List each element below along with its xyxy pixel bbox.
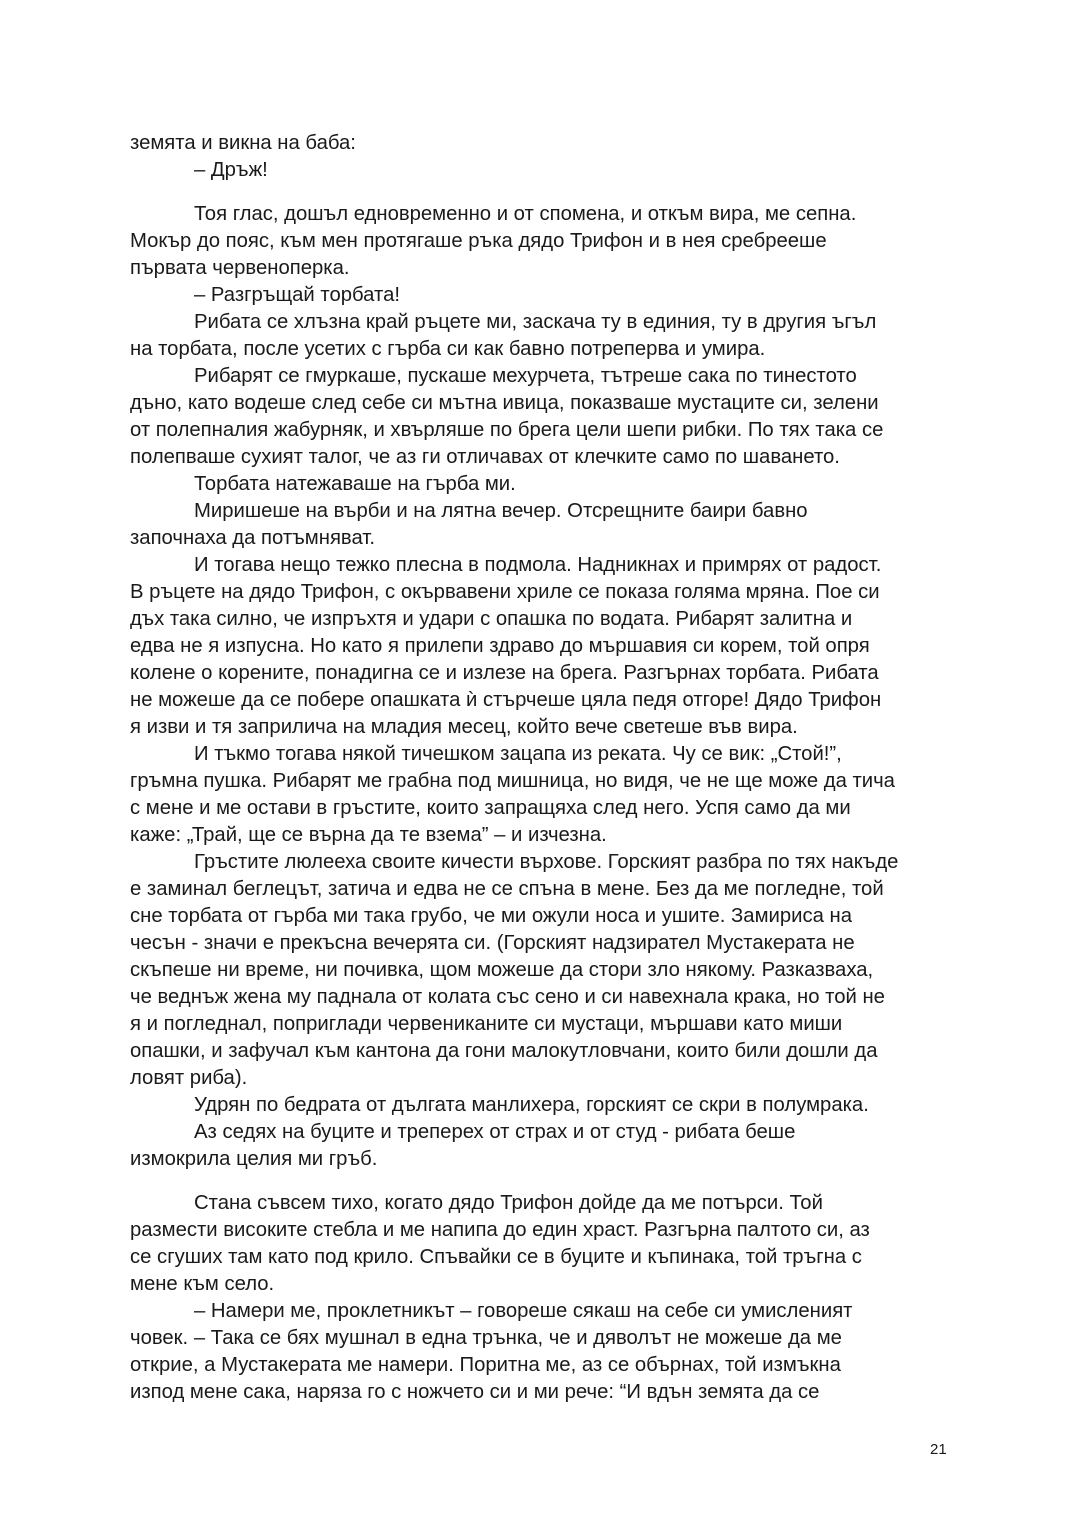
text-line: сне торбата от гърба ми така грубо, че ми ожули носа и ушите. Замириса на xyxy=(130,905,852,927)
text-line: Удрян по бедрата от дългата манлихера, горският се скри в полумрака. xyxy=(194,1094,869,1116)
text-line: е заминал беглецът, затича и едва не се спъна в мене. Без да ме погледне, той xyxy=(130,878,884,900)
text-line: – Разгръщай торбата! xyxy=(194,284,400,306)
text-line: И тъкмо тогава някой тичешком зацапа из реката. Чу се вик: „Стой!”, xyxy=(194,743,842,765)
text-line: открие, а Мустакерата ме намери. Поритна ме, аз се обърнах, той измъкна xyxy=(130,1354,841,1376)
text-line: гръмна пушка. Рибарят ме грабна под мишница, но видя, че не ще може да тича xyxy=(130,770,895,792)
text-line: опашки, и зафучал към кантона да гони малокутловчани, които били дошли да xyxy=(130,1040,878,1062)
text-line: на торбата, после усетих с гърба си как бавно потреперва и умира. xyxy=(130,338,766,360)
text-line: скъпеше ни време, ни почивка, щом можеше да стори зло някому. Разказваха, xyxy=(130,959,874,981)
text-line: Мокър до пояс, към мен протягаше ръка дядо Трифон и в нея сребрееше xyxy=(130,230,827,252)
text-line: размести високите стебла и ме напипа до един храст. Разгърна палтото си, аз xyxy=(130,1219,870,1241)
page-body-text xyxy=(130,130,952,1406)
text-line: я изви и тя заприлича на младия месец, който вече светеше във вира. xyxy=(130,716,798,738)
text-line: каже: „Трай, ще се върна да те взема” – и изчезна. xyxy=(130,824,607,846)
text-line: човек. – Така се бях мушнал в една трънка, че и дяволът не можеше да ме xyxy=(130,1327,842,1349)
text-line: се сгуших там като под крило. Спъвайки се в буците и къпинака, той тръгна с xyxy=(130,1246,862,1268)
text-line: – Намери ме, проклетникът – говореше сякаш на себе си умисленият xyxy=(194,1300,853,1322)
text-line: И тогава нещо тежко плесна в подмола. Надникнах и примрях от радост. xyxy=(194,554,882,576)
text-line: не можеше да се побере опашката ѝ стърчеше цяла педя отгоре! Дядо Трифон xyxy=(130,689,882,711)
text-line: В ръцете на дядо Трифон, с окървавени хриле се показа голяма мряна. Пое си xyxy=(130,581,880,603)
text-line: едва не я изпусна. Но като я прилепи здраво до мършавия си корем, той опря xyxy=(130,635,870,657)
page-number: 21 xyxy=(930,1441,947,1458)
text-line: първата червеноперка. xyxy=(130,257,350,279)
text-line: дъх така силно, че изпръхтя и удари с опашка по водата. Рибарят залитна и xyxy=(130,608,853,630)
text-line: полепваше сухият талог, че аз ги отличавах от клечките само по шаването. xyxy=(130,446,840,468)
paragraph-gap xyxy=(130,1173,952,1190)
text-line: земята и викна на баба: xyxy=(130,132,356,154)
text-line: започнаха да потъмняват. xyxy=(130,527,375,549)
text-line: Тоя глас, дошъл едновременно и от спомена, и откъм вира, ме сепна. xyxy=(194,203,857,225)
text-line: от полепналия жабурняк, и хвърляше по брега цели шепи рибки. По тях така се xyxy=(130,419,884,441)
text-line: ловят риба). xyxy=(130,1067,248,1089)
text-line: изпод мене сака, наряза го с ножчето си и ми рече: “И вдън земята да се xyxy=(130,1381,820,1403)
text-line: я и погледнал, поприглади червениканите си мустаци, мършави като миши xyxy=(130,1013,843,1035)
text-line: Стана съвсем тихо, когато дядо Трифон дойде да ме потърси. Той xyxy=(194,1192,823,1214)
text-line: мене към село. xyxy=(130,1273,275,1295)
text-line: измокрила целия ми гръб. xyxy=(130,1148,378,1170)
text-line: дъно, като водеше след себе си мътна ивица, показваше мустаците си, зелени xyxy=(130,392,879,414)
paragraph-gap xyxy=(130,184,952,201)
text-line: Торбата натежаваше на гърба ми. xyxy=(194,473,516,495)
text-line: с мене и ме остави в гръстите, които запращяха след него. Успя само да ми xyxy=(130,797,851,819)
text-line: Рибарят се гмуркаше, пускаше мехурчета, тътреше сака по тинестото xyxy=(194,365,857,387)
text-line: чесън - значи е прекъсна вечерята си. (Горският надзирател Мустакерата не xyxy=(130,932,855,954)
text-line: че веднъж жена му паднала от колата със сено и си навехнала крака, но той не xyxy=(130,986,885,1008)
text-line: Гръстите люлееха своите кичести върхове. Горският разбра по тях накъде xyxy=(194,851,899,873)
text-line: Миришеше на върби и на лятна вечер. Отсрещните баири бавно xyxy=(194,500,808,522)
text-line: Рибата се хлъзна край ръцете ми, заскача ту в единия, ту в другия ъгъл xyxy=(194,311,877,333)
text-line: колене о корените, понадигна се и излезе на брега. Разгърнах торбата. Рибата xyxy=(130,662,879,684)
text-line: – Дръж! xyxy=(194,159,268,181)
text-line: Аз седях на буците и треперех от страх и от студ - рибата беше xyxy=(194,1121,796,1143)
